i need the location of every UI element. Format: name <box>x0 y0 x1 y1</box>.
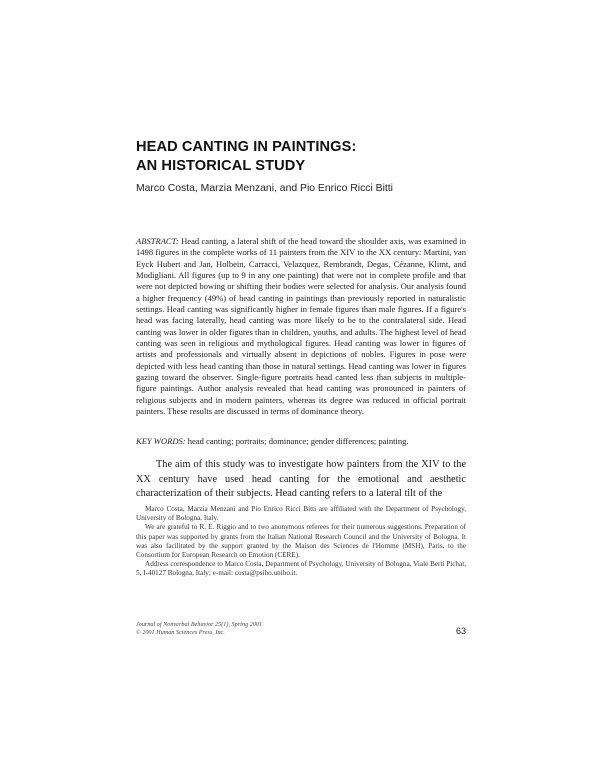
abstract <box>136 236 466 418</box>
title-line-1: HEAD CANTING IN PAINTINGS: <box>136 139 357 155</box>
abstract-text: Head canting, a lateral shift of the head toward the shoulder axis, was examined in 1498 figures in the complete works of 11 painters from the XIV to the XX century: Martini, van Eyck Hubert and Jan, Holbein, Carracci, Velazquez, Rembrandt, Degas, Cézanne, Klimt, and Modigliani. All figures (up to 9 in any one painting) that were not in complete profile and that were not depicted bowing or shifting their bodies were selected for analysis. Our analysis found a higher frequency (49%) of head canting in paintings than previously reported in naturalistic settings. Head canting was significantly higher in female figures than male figures. If a figure's head was facing laterally, head canting was more likely to be to the contralateral side. Head canting was lower in older figures than in children, youths, and adults. The highest level of head canting was seen in religious and mythological figures. Head canting was lower in figures of artists and professionals and virtually absent in depictions of nobles. Figures in pose were depicted with less head canting than those in natural settings. Head canting was lower in figures gazing toward the observer. Single-figure portraits head canted less than subjects in multiple-figure paintings. Author analysis revealed that head canting was pronounced in painters of religious subjects and in modern painters, whereas its degree was reduced in official portrait painters. These results are discussed in terms of dominance theory. <box>136 236 467 417</box>
abstract-label: ABSTRACT: <box>136 236 179 246</box>
body-paragraph: The aim of this study was to investigate how painters from the XIV to the XX century have used head canting for the emotional and aesthetic characterization of their subjects. Head canting refers to a lateral tilt of the <box>136 459 466 500</box>
footnote-affiliation: Marco Costa, Marzia Menzani and Pio Enrico Ricci Bitti are affiliated with the Department of Psychology, University of Bologna, Italy. <box>136 505 466 523</box>
footnote-acknowledgment: We are grateful to R. E. Riggio and to two anonymous referees for their numerous suggestions. Preparation of this paper was supported by grants from the Italian National Research Council and the University of Bologna. It was also facilitated by the support granted by the Maison des Sciences de l'Homme (MSH), Paris, to the Consortium for European Research on Emotion (CERE). <box>136 523 466 560</box>
keywords-text: head canting; portraits; dominance; gender differences; painting. <box>187 436 409 446</box>
footnote-correspondence: Address correspondence to Marco Costa, Department of Psychology, University of Bologna, Viale Berti Pichat, 5, I-40127 Bologna, Italy; e-mail: costa@psibo.unibo.it. <box>136 560 466 578</box>
footnotes <box>136 505 466 579</box>
page-number: 63 <box>455 626 466 636</box>
keywords-label: KEY WORDS: <box>136 436 186 446</box>
keywords <box>136 436 466 447</box>
title-line-2: AN HISTORICAL STUDY <box>136 158 306 174</box>
article-title <box>136 138 466 176</box>
journal-citation: Journal of Nonverbal Behavior 25(1), Spring 2001 <box>136 621 262 628</box>
journal-copyright: © 2001 Human Sciences Press, Inc. <box>136 629 225 636</box>
journal-info <box>136 621 396 637</box>
author-list: Marco Costa, Marzia Menzani, and Pio Enrico Ricci Bitti <box>136 183 393 194</box>
